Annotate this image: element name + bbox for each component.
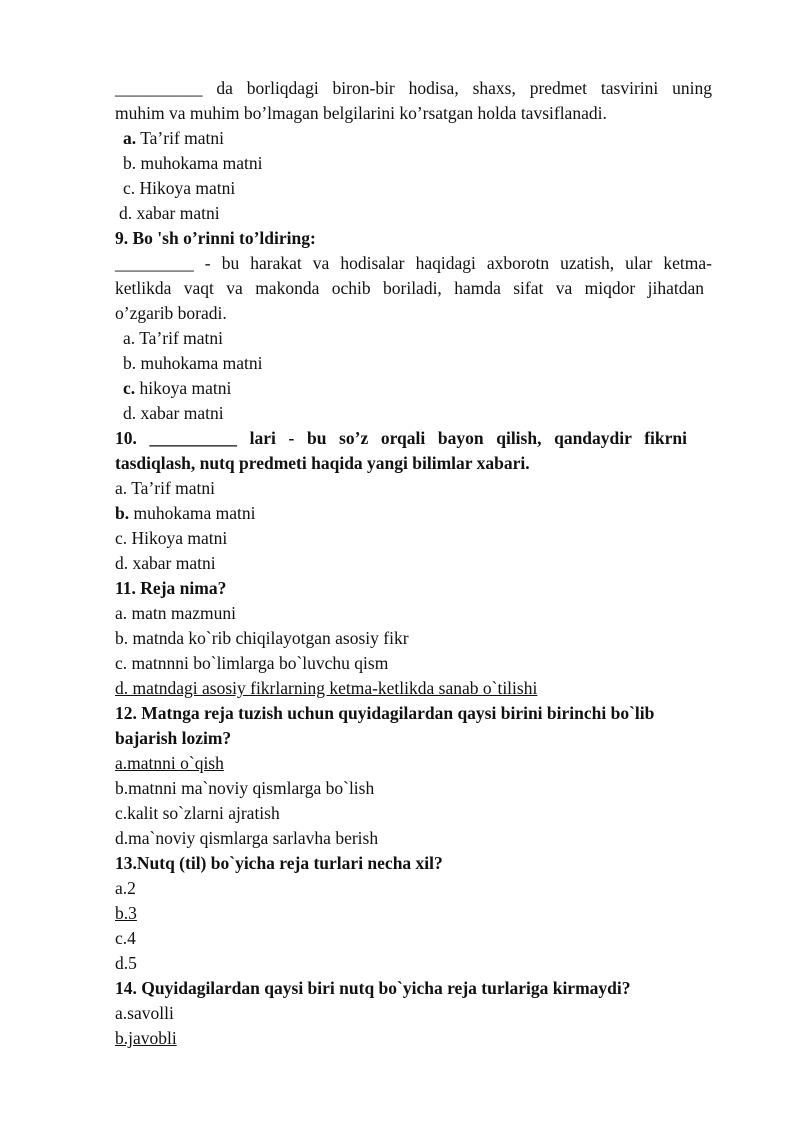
intro-option-d bbox=[119, 201, 220, 226]
question-11-option-b: b. matnda ko`rib chiqilayotgan asosiy fikr bbox=[115, 628, 409, 648]
option-text: Hikoya matni bbox=[139, 178, 236, 198]
option-text: Ta’rif matni bbox=[140, 128, 224, 148]
question-11-option-c: c. matnnni bo`limlarga bo`luvchu qism bbox=[115, 653, 389, 673]
question-9-option-d bbox=[123, 401, 224, 426]
option-text: xabar matni bbox=[136, 203, 220, 223]
question-10-line-2: tasdiqlash, nutq predmeti haqida yangi bilimlar xabari. bbox=[115, 453, 530, 473]
question-13-option-d: d.5 bbox=[115, 953, 137, 973]
question-13-option-b: b.3 bbox=[115, 903, 137, 923]
question-9-option-a bbox=[123, 326, 223, 351]
option-letter: c. bbox=[123, 178, 136, 198]
question-9-option-b bbox=[123, 351, 263, 376]
intro-option-b bbox=[123, 151, 263, 176]
option-text: xabar matni bbox=[140, 403, 224, 423]
option-letter: c. bbox=[115, 528, 128, 548]
question-12-line-1: 12. Matnga reja tuzish uchun quyidagilardan qaysi birini birinchi bo`lib bbox=[115, 703, 655, 723]
question-10-option-c bbox=[115, 526, 227, 551]
option-text: Hikoya matni bbox=[131, 528, 228, 548]
option-text: hikoya matni bbox=[139, 378, 232, 398]
question-13-title: 13.Nutq (til) bo`yicha reja turlari necha xil? bbox=[115, 853, 443, 873]
question-12-line-2: bajarish lozim? bbox=[115, 728, 232, 748]
question-11-option-a: a. matn mazmuni bbox=[115, 603, 237, 623]
question-9-title: 9. Bo 'sh o’rinni to’ldiring: bbox=[115, 228, 316, 248]
option-letter: d. bbox=[119, 203, 133, 223]
option-text: Ta’rif matni bbox=[139, 328, 224, 348]
intro-option-c bbox=[123, 176, 235, 201]
question-10-option-a bbox=[115, 476, 215, 501]
question-9-line-2: ketlikda vaqt va makonda ochib boriladi, hamda sifat va miqdor jihatdan bbox=[115, 278, 704, 298]
question-11-title: 11. Reja nima? bbox=[115, 578, 227, 598]
option-letter: d. bbox=[115, 553, 129, 573]
question-12-option-c: c.kalit so`zlarni ajratish bbox=[115, 803, 280, 823]
intro-line-1: __________ da borliqdagi biron-bir hodisa, shaxs, predmet tasvirini uning bbox=[115, 78, 712, 98]
question-9-line-1: _________ - bu harakat va hodisalar haqidagi axborotn uzatish, ular ketma- bbox=[115, 253, 712, 273]
question-14-title: 14. Quyidagilardan qaysi biri nutq bo`yicha reja turlariga kirmaydi? bbox=[115, 978, 631, 998]
question-13-option-a: a.2 bbox=[115, 878, 136, 898]
option-text: muhokama matni bbox=[133, 503, 256, 523]
option-text: xabar matni bbox=[132, 553, 216, 573]
option-letter: d. bbox=[123, 403, 137, 423]
question-13-option-c: c.4 bbox=[115, 928, 136, 948]
option-text: muhokama matni bbox=[140, 153, 263, 173]
option-letter: b. bbox=[123, 353, 137, 373]
question-14-option-b: b.javobli bbox=[115, 1028, 177, 1048]
option-text: muhokama matni bbox=[140, 353, 263, 373]
option-letter: a. bbox=[115, 478, 128, 498]
question-11-option-d: d. matndagi asosiy fikrlarning ketma-ketlikda sanab o`tilishi bbox=[115, 678, 538, 698]
intro-line-2: muhim va muhim bo’lmagan belgilarini ko’rsatgan holda tavsiflanadi. bbox=[115, 103, 607, 123]
intro-option-a bbox=[123, 126, 224, 151]
option-letter: a. bbox=[123, 328, 136, 348]
option-letter: a. bbox=[123, 128, 137, 148]
question-10-option-d bbox=[115, 551, 216, 576]
option-letter: b. bbox=[123, 153, 137, 173]
option-letter: b. bbox=[115, 503, 130, 523]
question-12-option-d: d.ma`noviy qismlarga sarlavha berish bbox=[115, 828, 379, 848]
question-10-line-1: 10. __________ lari - bu so’z orqali bayon qilish, qandaydir fikrni bbox=[115, 428, 687, 448]
question-14-option-a: a.savolli bbox=[115, 1003, 174, 1023]
question-9-option-c bbox=[123, 376, 231, 401]
question-9-line-3: o’zgarib boradi. bbox=[115, 303, 227, 323]
option-letter: c. bbox=[123, 378, 136, 398]
question-10-option-b bbox=[115, 501, 255, 526]
question-12-option-b: b.matnni ma`noviy qismlarga bo`lish bbox=[115, 778, 375, 798]
option-text: Ta’rif matni bbox=[131, 478, 216, 498]
question-12-option-a: a.matnni o`qish bbox=[115, 753, 224, 773]
